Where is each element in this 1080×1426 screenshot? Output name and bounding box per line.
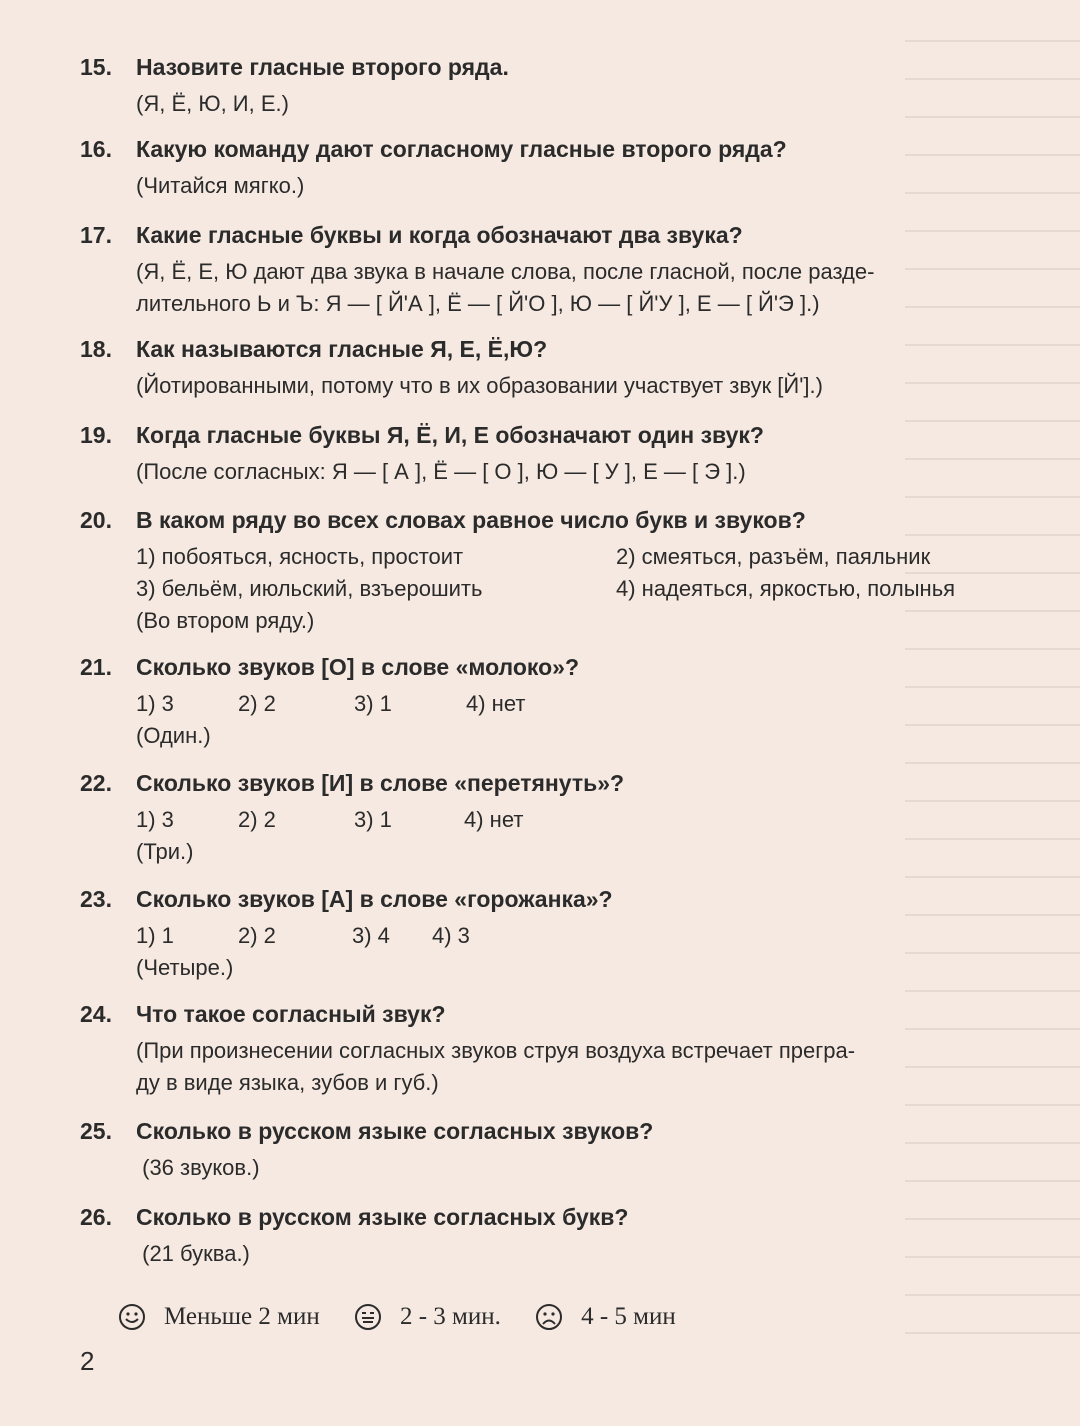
answer-option: 4) нет <box>466 691 526 716</box>
question-19 <box>80 420 1020 488</box>
question-answer <box>136 1152 1020 1184</box>
correct-answer: (Четыре.) <box>136 955 234 980</box>
question-18 <box>80 334 1020 402</box>
question-number: 18. <box>80 336 112 362</box>
timing-legend <box>118 1300 704 1341</box>
smile-icon <box>118 1303 146 1331</box>
answer-option: 2) 2 <box>238 691 276 716</box>
question-title <box>80 505 1020 535</box>
correct-answer: (Во втором ряду.) <box>136 608 315 633</box>
answer-line: лительного Ь и Ъ: Я — [ Й'А ], Ё — [ Й'О ], Ю — [ Й'У ], Е — [ Й'Э ].) <box>136 291 820 316</box>
question-text: Сколько в русском языке согласных букв? <box>136 1204 629 1230</box>
question-title <box>80 334 1020 364</box>
answer-option: 3) 1 <box>354 691 392 716</box>
answer-option: 3) бельём, июльский, взъерошить <box>136 576 483 601</box>
question-text: Какую команду дают согласному гласные второго ряда? <box>136 136 787 162</box>
question-text: Сколько в русском языке согласных звуков? <box>136 1118 654 1144</box>
question-24 <box>80 999 1020 1099</box>
question-answer <box>136 170 1020 202</box>
answer-line: (36 звуков.) <box>136 1155 260 1180</box>
question-answer <box>136 456 1020 488</box>
question-answer <box>136 88 1020 120</box>
question-25 <box>80 1116 1020 1184</box>
question-21 <box>80 652 1020 752</box>
question-text: Сколько звуков [О] в слове «молоко»? <box>136 654 579 680</box>
question-number: 17. <box>80 222 112 248</box>
answer-option: 4) надеяться, яркостью, полынья <box>616 576 956 601</box>
question-answer <box>136 256 1020 320</box>
answer-option: 2) 2 <box>238 923 276 948</box>
answer-line: (Я, Ё, Ю, И, Е.) <box>136 91 289 116</box>
question-number: 19. <box>80 422 112 448</box>
answer-line: (Йотированными, потому что в их образовании участвует звук [Й'].) <box>136 373 823 398</box>
answer-options <box>136 541 1020 605</box>
page-number: 2 <box>80 1346 95 1376</box>
question-answer <box>136 370 1020 402</box>
answer-option: 2) смеяться, разъём, паяльник <box>616 544 931 569</box>
answer-options <box>136 920 1020 952</box>
timing-label: 4 - 5 мин <box>581 1303 676 1330</box>
question-number: 26. <box>80 1204 112 1230</box>
question-title <box>80 884 1020 914</box>
answer-line: ду в виде языка, зубов и губ.) <box>136 1070 439 1095</box>
question-title <box>80 999 1020 1029</box>
question-title <box>80 420 1020 450</box>
answer-options <box>136 804 1020 836</box>
question-16 <box>80 134 1020 202</box>
question-text: В каком ряду во всех словах равное число букв и звуков? <box>136 507 806 533</box>
answer-option: 1) 3 <box>136 691 174 716</box>
answer-option: 1) 1 <box>136 923 174 948</box>
question-number: 16. <box>80 136 112 162</box>
answer-option: 3) 1 <box>354 807 392 832</box>
answer-options <box>136 688 1020 720</box>
options-row <box>136 541 1020 573</box>
question-title <box>80 134 1020 164</box>
timing-slow <box>535 1300 676 1334</box>
question-text: Как называются гласные Я, Е, Ё,Ю? <box>136 336 548 362</box>
question-text: Что такое согласный звук? <box>136 1001 446 1027</box>
timing-fast <box>118 1300 320 1334</box>
question-number: 24. <box>80 1001 112 1027</box>
answer-option: 3) 4 <box>352 923 390 948</box>
question-number: 25. <box>80 1118 112 1144</box>
options-row <box>136 804 1020 836</box>
neutral-face-icon <box>354 1303 382 1331</box>
answer-option: 2) 2 <box>238 807 276 832</box>
question-number: 22. <box>80 770 112 796</box>
question-text: Сколько звуков [И] в слове «перетянуть»? <box>136 770 625 796</box>
question-title <box>80 1116 1020 1146</box>
question-22 <box>80 768 1020 868</box>
options-row <box>136 573 1020 605</box>
correct-answer: (Три.) <box>136 839 194 864</box>
question-title <box>80 768 1020 798</box>
timing-medium <box>354 1300 501 1334</box>
answer-line: (Читайся мягко.) <box>136 173 305 198</box>
answer-line: (При произнесении согласных звуков струя воздуха встречает прегра- <box>136 1038 856 1063</box>
question-title <box>80 1202 1020 1232</box>
question-text: Сколько звуков [А] в слове «горожанка»? <box>136 886 613 912</box>
question-answer <box>136 1035 1020 1099</box>
question-text: Когда гласные буквы Я, Ё, И, Е обозначают один звук? <box>136 422 764 448</box>
timing-label: Меньше 2 мин <box>164 1303 320 1330</box>
answer-option: 4) 3 <box>432 923 470 948</box>
answer-line: (После согласных: Я — [ А ], Ё — [ О ], Ю — [ У ], Е — [ Э ].) <box>136 459 746 484</box>
question-20 <box>80 505 1020 637</box>
question-17 <box>80 220 1020 320</box>
answer-line: (Я, Ё, Е, Ю дают два звука в начале слова, после гласной, после разде- <box>136 259 875 284</box>
question-15 <box>80 52 1020 120</box>
question-number: 23. <box>80 886 112 912</box>
sad-face-icon <box>535 1303 563 1331</box>
options-row <box>136 688 1020 720</box>
question-26 <box>80 1202 1020 1270</box>
answer-option: 1) побояться, ясность, простоит <box>136 544 464 569</box>
question-title <box>80 220 1020 250</box>
question-text: Назовите гласные второго ряда. <box>136 54 509 80</box>
question-23 <box>80 884 1020 984</box>
answer-option: 1) 3 <box>136 807 174 832</box>
timing-label: 2 - 3 мин. <box>399 1303 501 1330</box>
question-number: 15. <box>80 54 112 80</box>
question-number: 20. <box>80 507 112 533</box>
question-number: 21. <box>80 654 112 680</box>
answer-option: 4) нет <box>464 807 524 832</box>
question-text: Какие гласные буквы и когда обозначают два звука? <box>136 222 743 248</box>
question-title <box>80 52 1020 82</box>
correct-answer: (Один.) <box>136 723 211 748</box>
question-title <box>80 652 1020 682</box>
options-row <box>136 920 1020 952</box>
answer-line: (21 буква.) <box>136 1241 250 1266</box>
question-answer <box>136 1238 1020 1270</box>
